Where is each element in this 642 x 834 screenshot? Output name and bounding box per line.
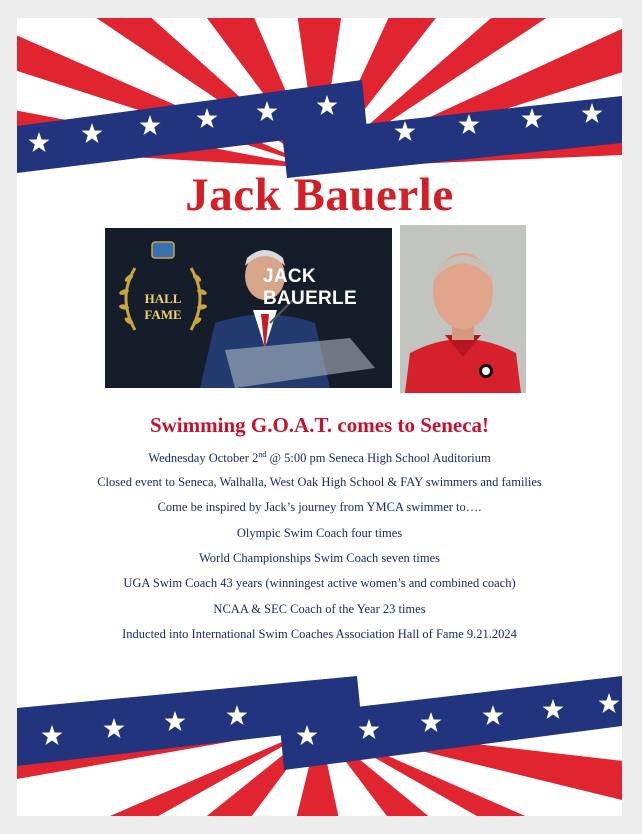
info-line: Closed event to Seneca, Walhalla, West Oak High School & FAY swimmers and families xyxy=(97,475,542,489)
portrait-graphic xyxy=(400,225,526,393)
top-star-banner xyxy=(17,18,622,188)
bottom-star-banner xyxy=(17,646,622,816)
portrait-photo xyxy=(400,225,526,393)
info-line: World Championships Swim Coach seven times xyxy=(199,551,440,565)
headline: Swimming G.O.A.T. comes to Seneca! xyxy=(149,413,490,437)
event-date: Wednesday October 2 xyxy=(148,451,259,466)
event-details xyxy=(17,450,622,466)
event-date-ordinal: nd xyxy=(258,450,267,459)
event-time-location: @ 5:00 pm Seneca High School Auditorium xyxy=(266,451,491,466)
info-line: UGA Swim Coach 43 years (winningest active women’s and combined coach) xyxy=(123,576,516,590)
page-title: Jack Bauerle xyxy=(185,169,454,221)
bottom-banner-graphic xyxy=(17,646,622,816)
info-line: Inducted into International Swim Coaches Association Hall of Fame 9.21.2024 xyxy=(122,627,517,641)
flyer-page xyxy=(17,18,622,816)
info-line: Olympic Swim Coach four times xyxy=(236,526,403,540)
hall-of-fame-photo xyxy=(105,228,392,388)
top-banner-graphic xyxy=(17,18,622,188)
info-line: Come be inspired by Jack’s journey from YMCA swimmer to…. xyxy=(157,500,482,514)
hof-caption: JACK BAUERLE xyxy=(263,266,357,309)
info-line: NCAA & SEC Coach of the Year 23 times xyxy=(213,602,426,616)
hof-badge-line2: FAME xyxy=(144,307,182,322)
hof-badge-line1: HALL xyxy=(144,291,182,306)
